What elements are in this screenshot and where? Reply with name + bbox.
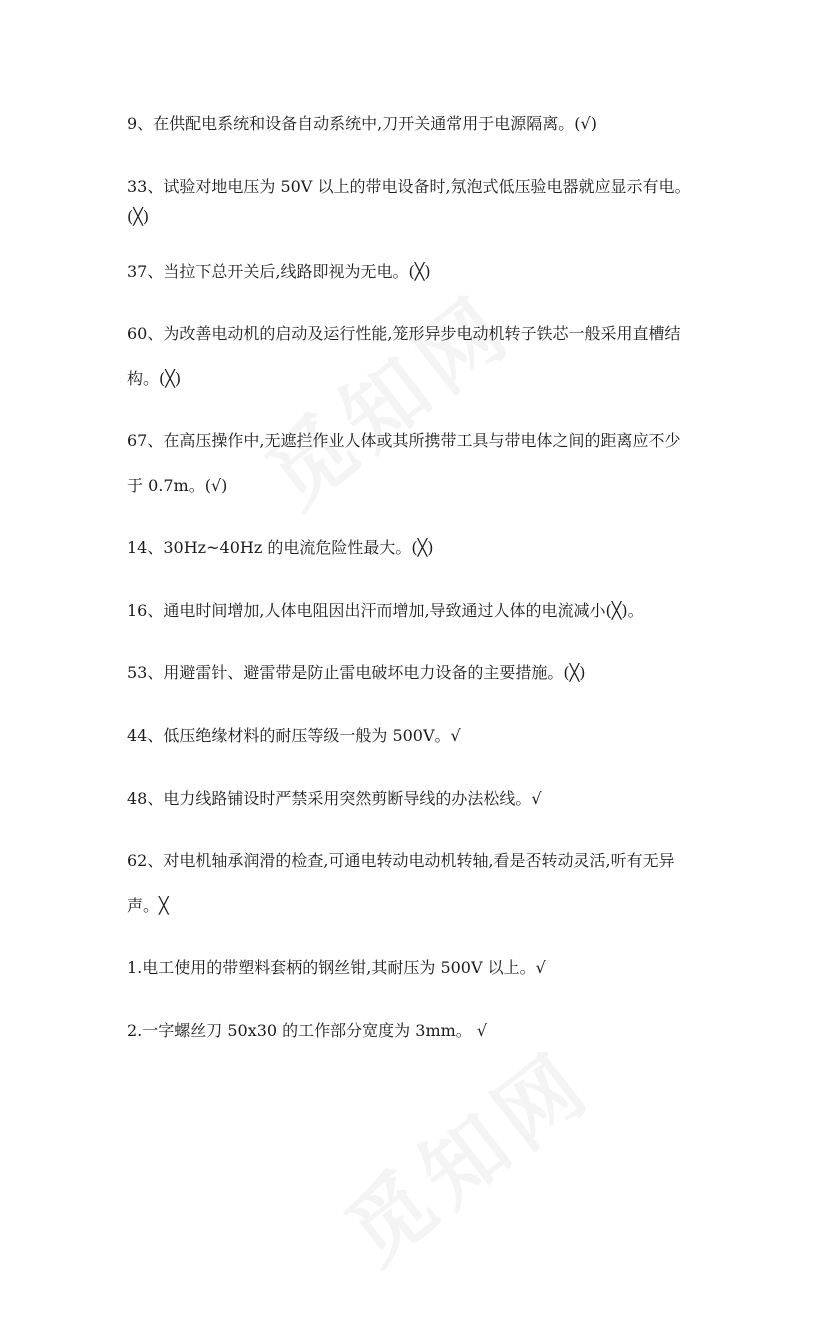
question-line: 48、电力线路铺设时严禁采用突然剪断导线的办法松线。√	[127, 789, 542, 808]
question-line: 于 0.7m。(√)	[127, 476, 228, 495]
question-line: 33、试验对地电压为 50V 以上的带电设备时,氖泡式低压验电器就应显示有电。	[127, 177, 691, 196]
question-line: 37、当拉下总开关后,线路即视为无电。(╳)	[127, 262, 431, 281]
question-line: (╳)	[127, 207, 150, 226]
question-line: 9、在供配电系统和设备自动系统中,刀开关通常用于电源隔离。(√)	[127, 114, 597, 133]
question-line: 16、通电时间增加,人体电阻因出汗而增加,导致通过人体的电流减小(╳)。	[127, 601, 644, 620]
question-line: 44、低压绝缘材料的耐压等级一般为 500V。√	[127, 726, 461, 745]
question-line: 1.电工使用的带塑料套柄的钢丝钳,其耐压为 500V 以上。√	[127, 958, 546, 977]
question-line: 14、30Hz~40Hz 的电流危险性最大。(╳)	[127, 538, 434, 557]
question-line: 62、对电机轴承润滑的检查,可通电转动电动机转轴,看是否转动灵活,听有无异	[127, 851, 675, 870]
question-line: 构。(╳)	[127, 369, 182, 388]
question-line: 67、在高压操作中,无遮拦作业人体或其所携带工具与带电体之间的距离应不少	[127, 431, 681, 450]
question-line: 2.一字螺丝刀 50x30 的工作部分宽度为 3mm。 √	[127, 1021, 488, 1040]
question-line: 声。╳	[127, 896, 169, 915]
question-line: 60、为改善电动机的启动及运行性能,笼形异步电动机转子铁芯一般采用直槽结	[127, 324, 681, 343]
question-line: 53、用避雷针、避雷带是防止雷电破坏电力设备的主要措施。(╳)	[127, 663, 586, 682]
